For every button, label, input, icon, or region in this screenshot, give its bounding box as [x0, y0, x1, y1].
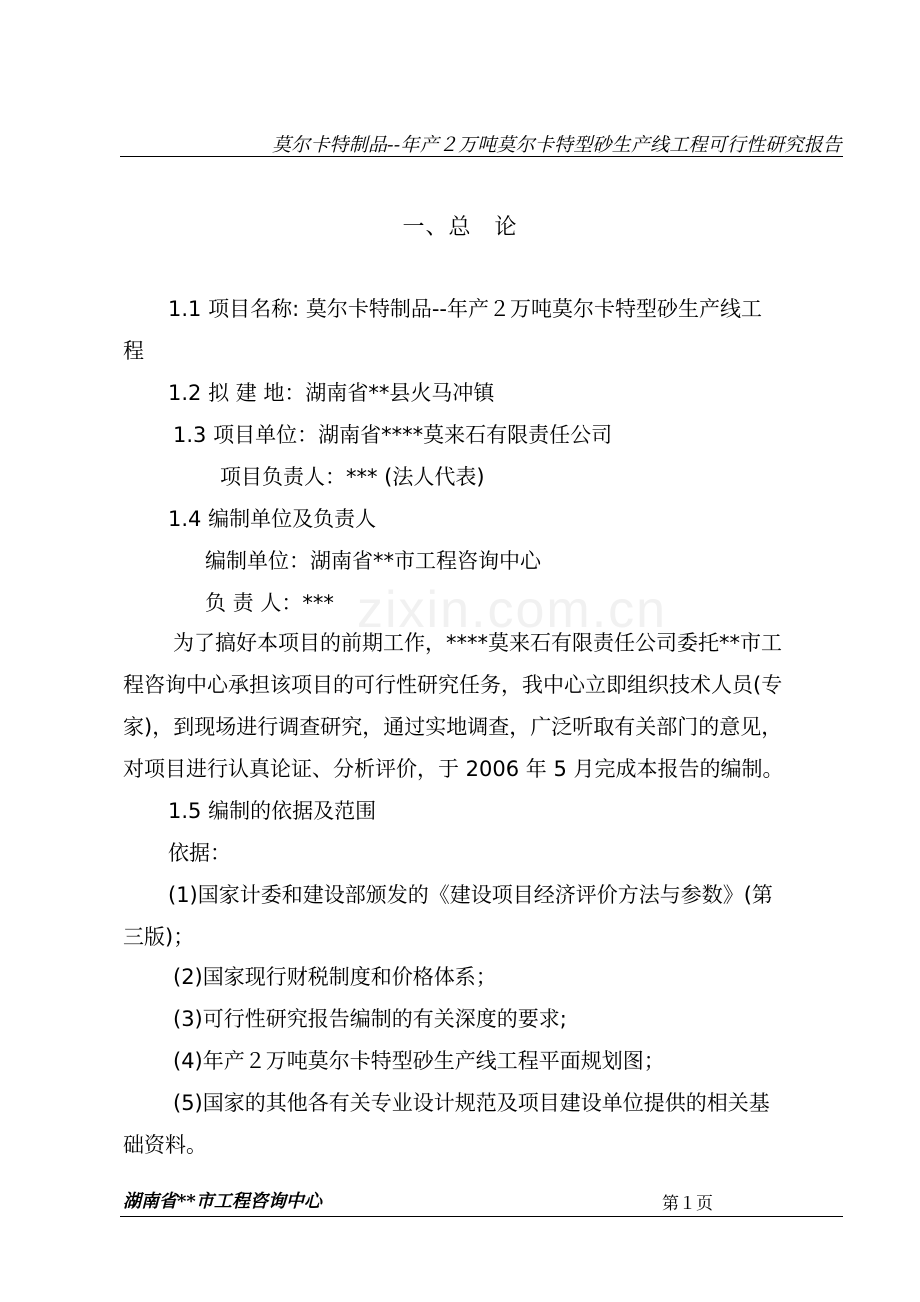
paragraph-line: (2)国家现行财税制度和价格体系；: [173, 965, 497, 989]
header-divider: [120, 156, 843, 157]
paragraph-line: 程: [123, 339, 144, 363]
paragraph-line: 1.4 编制单位及负责人: [168, 507, 377, 531]
paragraph-line: 1.1 项目名称: 莫尔卡特制品--年产２万吨莫尔卡特型砂生产线工: [168, 297, 762, 321]
paragraph-line: 项目负责人：*** (法人代表): [220, 465, 485, 489]
paragraph-line: 负 责 人：***: [205, 591, 334, 615]
paragraph-line: 对项目进行认真论证、分析评价，于 2006 年 5 月完成本报告的编制。: [123, 757, 784, 781]
paragraph-line: 三版)；: [123, 925, 195, 949]
paragraph-line: (5)国家的其他各有关专业设计规范及项目建设单位提供的相关基: [173, 1091, 770, 1115]
page-number: 第１页: [662, 1194, 713, 1214]
paragraph-line: 程咨询中心承担该项目的可行性研究任务，我中心立即组织技术人员(专: [123, 673, 783, 697]
paragraph-line: 家)，到现场进行调查研究，通过实地调查，广泛听取有关部门的意见，: [123, 715, 783, 739]
paragraph-line: 编制单位：湖南省**市工程咨询中心: [205, 549, 541, 573]
paragraph-line: 1.2 拟 建 地：湖南省**县火马冲镇: [168, 381, 495, 405]
paragraph-line: 础资料。: [123, 1133, 207, 1157]
paragraph-line: 为了搞好本项目的前期工作，****莫来石有限责任公司委托**市工: [173, 631, 782, 655]
paragraph-line: 1.3 项目单位：湖南省****莫来石有限责任公司: [173, 423, 613, 447]
paragraph-line: 1.5 编制的依据及范围: [168, 799, 377, 823]
paragraph-line: (3)可行性研究报告编制的有关深度的要求;: [173, 1007, 567, 1031]
watermark: zixin.com.cn: [357, 581, 668, 639]
footer-organization: 湖南省**市工程咨询中心: [123, 1191, 322, 1212]
running-header: 莫尔卡特制品--年产２万吨莫尔卡特型砂生产线工程可行性研究报告: [271, 134, 842, 156]
paragraph-line: (4)年产２万吨莫尔卡特型砂生产线工程平面规划图；: [173, 1049, 665, 1073]
section-title: 一、总 论: [402, 215, 518, 240]
footer-divider: [120, 1216, 843, 1217]
paragraph-line: (1)国家计委和建设部颁发的《建设项目经济评价方法与参数》(第: [168, 883, 773, 907]
paragraph-line: 依据：: [168, 841, 231, 865]
